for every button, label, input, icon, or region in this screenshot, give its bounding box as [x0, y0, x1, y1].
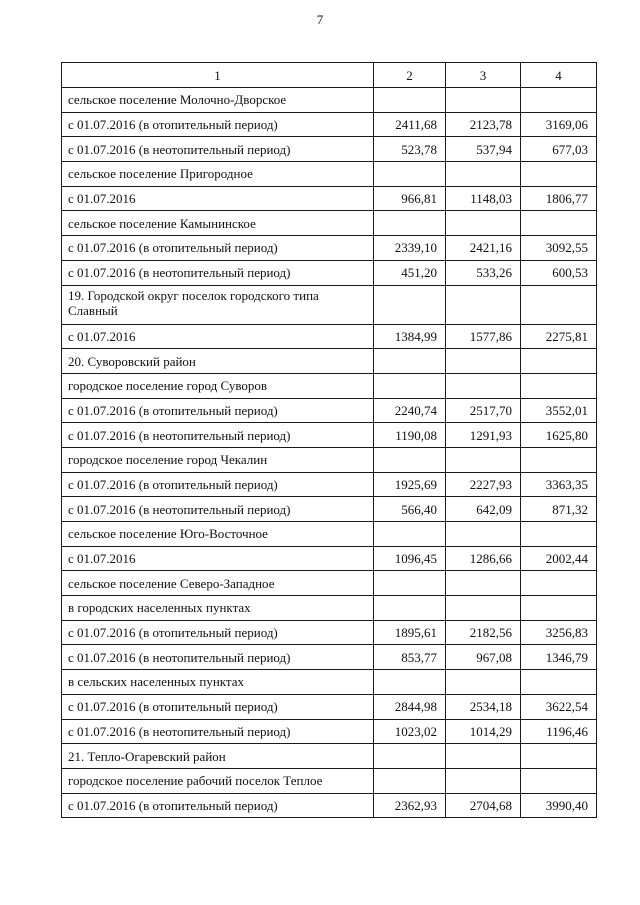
label-cell: с 01.07.2016 (в отопительный период) — [62, 236, 374, 261]
value-cell-col2: 2362,93 — [374, 793, 446, 818]
table-row — [62, 373, 597, 398]
table-body — [62, 88, 597, 818]
value-cell-col3 — [446, 744, 521, 769]
table-row — [62, 349, 597, 374]
table-row — [62, 137, 597, 162]
value-cell-col2 — [374, 744, 446, 769]
table-row — [62, 793, 597, 818]
label-cell: сельское поселение Молочно-Дворское — [62, 88, 374, 113]
value-cell-col3: 642,09 — [446, 497, 521, 522]
value-cell-col2 — [374, 162, 446, 187]
column-header-1: 1 — [62, 63, 374, 88]
value-cell-col4: 1346,79 — [521, 645, 597, 670]
value-cell-col4 — [521, 744, 597, 769]
value-cell-col2: 1096,45 — [374, 546, 446, 571]
value-cell-col4: 600,53 — [521, 260, 597, 285]
value-cell-col4: 1196,46 — [521, 719, 597, 744]
label-cell: с 01.07.2016 (в неотопительный период) — [62, 260, 374, 285]
value-cell-col2: 966,81 — [374, 186, 446, 211]
value-cell-col3 — [446, 162, 521, 187]
value-cell-col4: 1806,77 — [521, 186, 597, 211]
value-cell-col4: 3092,55 — [521, 236, 597, 261]
value-cell-col2: 1895,61 — [374, 620, 446, 645]
value-cell-col2 — [374, 349, 446, 374]
value-cell-col3 — [446, 88, 521, 113]
value-cell-col2: 1925,69 — [374, 472, 446, 497]
value-cell-col4: 3169,06 — [521, 112, 597, 137]
value-cell-col3 — [446, 349, 521, 374]
value-cell-col3: 2123,78 — [446, 112, 521, 137]
value-cell-col3 — [446, 285, 521, 324]
label-cell: с 01.07.2016 (в отопительный период) — [62, 793, 374, 818]
value-cell-col3: 2182,56 — [446, 620, 521, 645]
value-cell-col4: 677,03 — [521, 137, 597, 162]
label-cell: сельское поселение Камынинское — [62, 211, 374, 236]
table-row — [62, 186, 597, 211]
value-cell-col3: 2534,18 — [446, 694, 521, 719]
table-row — [62, 744, 597, 769]
value-cell-col3: 2517,70 — [446, 398, 521, 423]
value-cell-col2: 1384,99 — [374, 324, 446, 349]
table-row — [62, 645, 597, 670]
label-cell: 20. Суворовский район — [62, 349, 374, 374]
value-cell-col4: 3256,83 — [521, 620, 597, 645]
label-cell: городское поселение город Чекалин — [62, 447, 374, 472]
label-cell: с 01.07.2016 (в отопительный период) — [62, 694, 374, 719]
value-cell-col4 — [521, 373, 597, 398]
value-cell-col2: 2411,68 — [374, 112, 446, 137]
value-cell-col2: 1023,02 — [374, 719, 446, 744]
value-cell-col4 — [521, 768, 597, 793]
value-cell-col3: 1286,66 — [446, 546, 521, 571]
label-cell: в сельских населенных пунктах — [62, 670, 374, 695]
table-row — [62, 497, 597, 522]
value-cell-col3: 2704,68 — [446, 793, 521, 818]
table-row — [62, 88, 597, 113]
label-cell: с 01.07.2016 (в неотопительный период) — [62, 423, 374, 448]
value-cell-col4 — [521, 285, 597, 324]
value-cell-col3: 1148,03 — [446, 186, 521, 211]
value-cell-col3 — [446, 211, 521, 236]
table-row — [62, 546, 597, 571]
table-row — [62, 620, 597, 645]
value-cell-col2: 2339,10 — [374, 236, 446, 261]
value-cell-col2 — [374, 285, 446, 324]
value-cell-col2: 2844,98 — [374, 694, 446, 719]
value-cell-col3 — [446, 670, 521, 695]
value-cell-col4: 3363,35 — [521, 472, 597, 497]
table-row — [62, 236, 597, 261]
table-row — [62, 670, 597, 695]
value-cell-col2: 1190,08 — [374, 423, 446, 448]
value-cell-col2 — [374, 522, 446, 547]
value-cell-col2 — [374, 571, 446, 596]
label-cell: с 01.07.2016 (в отопительный период) — [62, 398, 374, 423]
value-cell-col3 — [446, 447, 521, 472]
value-cell-col3: 1291,93 — [446, 423, 521, 448]
value-cell-col2 — [374, 447, 446, 472]
label-cell: сельское поселение Юго-Восточное — [62, 522, 374, 547]
label-cell: с 01.07.2016 (в неотопительный период) — [62, 719, 374, 744]
table-row — [62, 285, 597, 324]
table-header-row — [62, 63, 597, 88]
value-cell-col2 — [374, 211, 446, 236]
value-cell-col4: 871,32 — [521, 497, 597, 522]
table-row — [62, 162, 597, 187]
value-cell-col3: 967,08 — [446, 645, 521, 670]
value-cell-col3 — [446, 373, 521, 398]
value-cell-col4: 2002,44 — [521, 546, 597, 571]
label-cell: с 01.07.2016 — [62, 324, 374, 349]
page-number: 7 — [316, 12, 324, 27]
value-cell-col2 — [374, 596, 446, 621]
value-cell-col2: 566,40 — [374, 497, 446, 522]
label-cell: в городских населенных пунктах — [62, 596, 374, 621]
table-row — [62, 596, 597, 621]
value-cell-col3: 533,26 — [446, 260, 521, 285]
label-cell: с 01.07.2016 — [62, 546, 374, 571]
label-cell: с 01.07.2016 (в отопительный период) — [62, 112, 374, 137]
label-cell: с 01.07.2016 (в неотопительный период) — [62, 137, 374, 162]
table-row — [62, 522, 597, 547]
value-cell-col2: 523,78 — [374, 137, 446, 162]
table-row — [62, 768, 597, 793]
value-cell-col4: 3622,54 — [521, 694, 597, 719]
value-cell-col4 — [521, 211, 597, 236]
value-cell-col4 — [521, 522, 597, 547]
value-cell-col4: 3990,40 — [521, 793, 597, 818]
label-cell: с 01.07.2016 (в неотопительный период) — [62, 497, 374, 522]
value-cell-col3: 537,94 — [446, 137, 521, 162]
value-cell-col4 — [521, 571, 597, 596]
value-cell-col3: 2227,93 — [446, 472, 521, 497]
value-cell-col4 — [521, 88, 597, 113]
column-header-2: 2 — [374, 63, 446, 88]
value-cell-col3 — [446, 768, 521, 793]
value-cell-col2 — [374, 373, 446, 398]
column-header-4: 4 — [521, 63, 597, 88]
label-cell: с 01.07.2016 (в неотопительный период) — [62, 645, 374, 670]
value-cell-col3: 2421,16 — [446, 236, 521, 261]
value-cell-col3 — [446, 571, 521, 596]
table-row — [62, 472, 597, 497]
table-row — [62, 260, 597, 285]
label-cell: городское поселение рабочий поселок Теплое — [62, 768, 374, 793]
value-cell-col2: 853,77 — [374, 645, 446, 670]
table-row — [62, 324, 597, 349]
value-cell-col2 — [374, 768, 446, 793]
value-cell-col4: 2275,81 — [521, 324, 597, 349]
value-cell-col2: 2240,74 — [374, 398, 446, 423]
value-cell-col4: 1625,80 — [521, 423, 597, 448]
label-cell: с 01.07.2016 (в отопительный период) — [62, 620, 374, 645]
value-cell-col2: 451,20 — [374, 260, 446, 285]
label-cell: городское поселение город Суворов — [62, 373, 374, 398]
value-cell-col4 — [521, 670, 597, 695]
label-cell: с 01.07.2016 (в отопительный период) — [62, 472, 374, 497]
value-cell-col3: 1014,29 — [446, 719, 521, 744]
label-cell: 19. Городской округ поселок городского типа Славный — [62, 285, 374, 324]
value-cell-col4 — [521, 596, 597, 621]
column-header-3: 3 — [446, 63, 521, 88]
table-row — [62, 398, 597, 423]
value-cell-col4: 3552,01 — [521, 398, 597, 423]
label-cell: сельское поселение Северо-Западное — [62, 571, 374, 596]
table-row — [62, 719, 597, 744]
value-cell-col3: 1577,86 — [446, 324, 521, 349]
table-row — [62, 447, 597, 472]
label-cell: с 01.07.2016 — [62, 186, 374, 211]
table-row — [62, 571, 597, 596]
table-row — [62, 211, 597, 236]
table-row — [62, 423, 597, 448]
value-cell-col3 — [446, 596, 521, 621]
value-cell-col4 — [521, 349, 597, 374]
label-cell: 21. Тепло-Огаревский район — [62, 744, 374, 769]
tariff-table — [61, 62, 597, 818]
table-row — [62, 694, 597, 719]
value-cell-col2 — [374, 670, 446, 695]
value-cell-col3 — [446, 522, 521, 547]
value-cell-col4 — [521, 162, 597, 187]
value-cell-col2 — [374, 88, 446, 113]
table-row — [62, 112, 597, 137]
value-cell-col4 — [521, 447, 597, 472]
label-cell: сельское поселение Пригородное — [62, 162, 374, 187]
